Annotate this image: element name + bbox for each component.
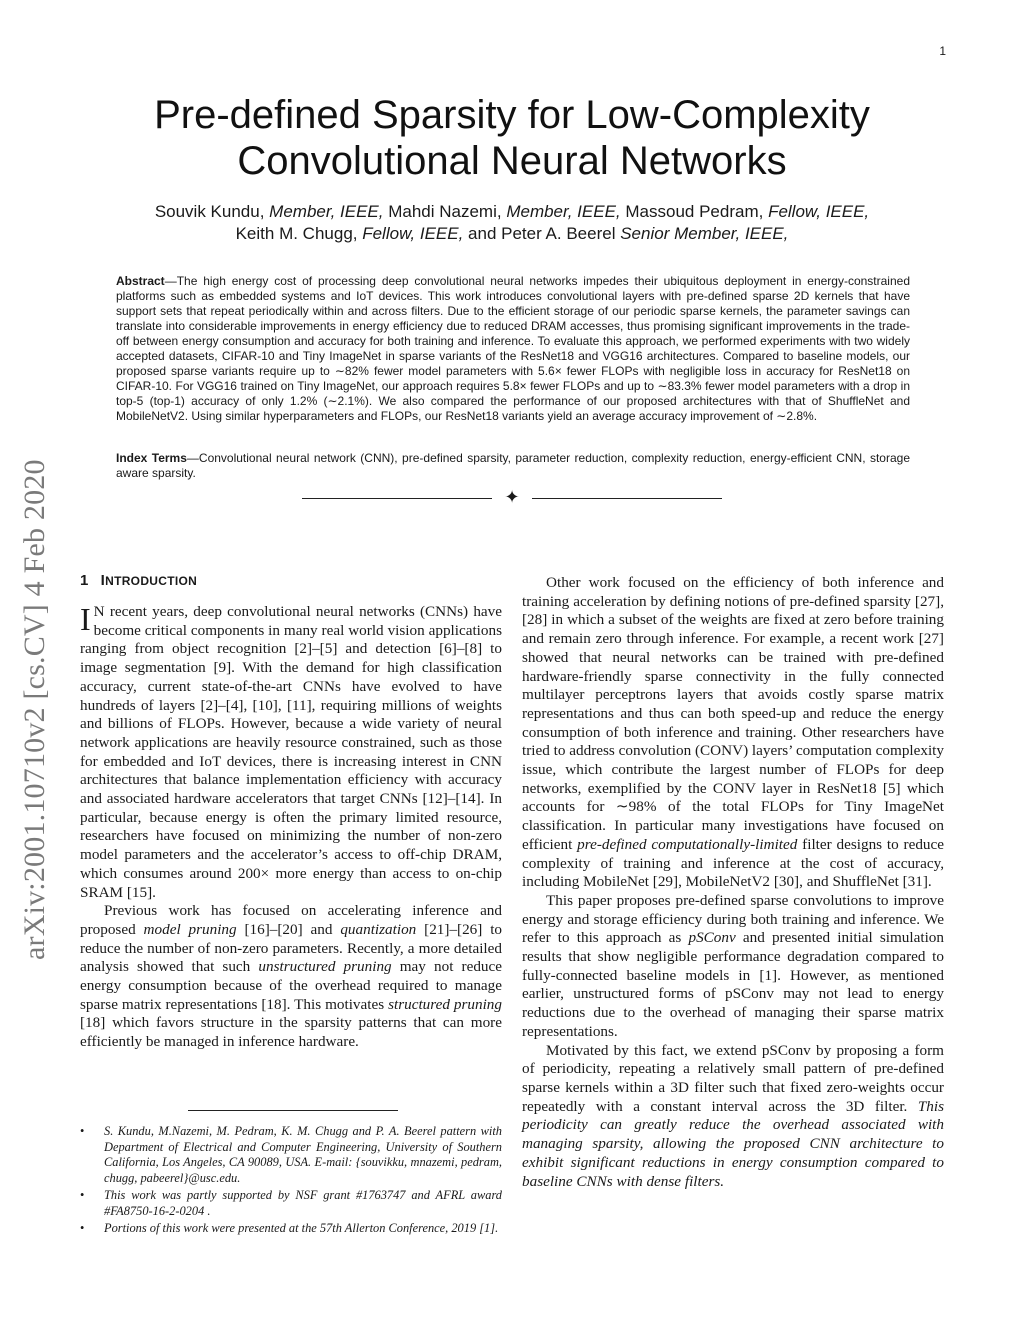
abstract-label: Abstract (116, 274, 165, 288)
footnote-text: Portions of this work were presented at the 57th Allerton Conference, 2019 [1]. (104, 1221, 499, 1235)
intro-paragraph-1 (80, 603, 502, 902)
text-run: may not reduce energy consumption because of the overhead required to manage sparse matrix representations [18]. This motivates (80, 958, 502, 1013)
bullet-icon: • (80, 1124, 85, 1138)
text-run: [16]–[20] and (236, 920, 341, 938)
page-number: 1 (939, 44, 946, 58)
index-terms (116, 451, 910, 481)
emphasis: quantization (340, 920, 417, 938)
text-run: Previous work has focused on accelerating inference and proposed (80, 902, 502, 938)
section-title-first: I (100, 572, 106, 589)
abstract (116, 274, 910, 424)
text-run: filter designs to reduce complexity of training and inference at the cost of accuracy, including MobileNet [29], MobileNetV2 [30], and ShuffleNet [31]. (522, 835, 944, 891)
footnote-item (80, 1221, 502, 1237)
footnote-item (80, 1124, 502, 1186)
divider-line-right (532, 498, 722, 499)
footnote-item (80, 1188, 502, 1219)
abstract-text: —The high energy cost of processing deep convolutional neural networks impedes their ubiquitous deployment in energy-constrained platforms such as embedded systems and IoT devices. This work introduces convolutional layers with pre-defined sparse 2D kernels that have support sets that repeat periodically within and across filters. Due to the efficient storage of our periodic sparse kernels, the parameter savings can translate into considerable improvements in energy efficiency due to reduced DRAM accesses, thus promising significant improvements in the trade-off between energy consumption and accuracy for both training and inference. To evaluate this approach, we performed experiments with two widely accepted datasets, CIFAR-10 and Tiny ImageNet in sparse variants of the ResNet18 and VGG16 architectures. Compared to baseline models, our proposed sparse variants require up to ∼82% fewer model parameters with 5.6× fewer FLOPs with negligible loss in accuracy for ResNet18 on CIFAR-10. For VGG16 trained on Tiny ImageNet, our approach requires 5.8× fewer FLOPs and up to ∼83.3% fewer model parameters with a drop in top-5 (top-1) accuracy of only 1.2% (∼2.1%). We also compared the performance of our proposed architectures with that of ShuffleNet and MobileNetV2. Using similar hyperparameters and FLOPs, our ResNet18 variants yield an average accuracy improvement of ∼2.8%. (116, 274, 910, 423)
paragraph-text: N recent years, deep convolutional neural networks (CNNs) have become critical components in many real world vision applications ranging from object recognition [2]–[5] and detection [6]–[8] to image segmentation [9]. With the demand for high classification accuracy, current state-of-the-art CNNs have evolved to have hundreds of layers [2]–[4], [10], [11], requiring millions of weights and billions of FLOPs. However, because a wide variety of neural network applications are heavily resource constrained, such as those for embedded and IoT devices, there is increasing interest in CNN architectures that balance implementation efficiency with accuracy and associated hardware accelerators that target CNNs [12]–[14]. In particular, because energy is often the primary limited resource, researchers have focused on minimizing the number of non-zero model parameters and the accelerator’s access to off-chip DRAM, which consumes around 200× more energy than access to on-chip SRAM [15]. (80, 603, 502, 901)
section-heading-introduction (80, 572, 502, 589)
footnote-text: This work was partly supported by NSF grant #1763747 and AFRL award #FA8750-16-2-0204 . (104, 1188, 502, 1218)
emphasis: This periodicity can greatly reduce the overhead associated with managing sparsity, allowing the proposed CNN architecture to exhibit significant reductions in energy consumption compared to baseline CNNs with dense filters. (522, 1097, 944, 1190)
footnote-rule (188, 1110, 398, 1111)
divider-line-left (302, 498, 492, 499)
text-run: Motivated by this fact, we extend pSConv by proposing a form of periodicity, repeating a relatively small pattern of pre-defined sparse kernels within a 3D filter such that fixed zero-weights occur repeatedly with a constant interval across the 3D filter. (522, 1041, 944, 1115)
author-name: Souvik Kundu, (154, 202, 270, 221)
bullet-icon: • (80, 1188, 85, 1202)
text-run: [21]–[26] to reduce the number of non-zero parameters. Recently, a more detailed analysis showed that such (80, 920, 503, 976)
author-name: and Peter A. Beerel (463, 224, 621, 243)
section-number: 1 (80, 572, 89, 589)
emphasis: structured pruning (388, 995, 502, 1013)
index-terms-text: —Convolutional neural network (CNN), pre-defined sparsity, parameter reduction, complexity reduction, energy-efficient CNN, storage aware sparsity. (116, 451, 910, 480)
author-name: Mahdi Nazemi, (383, 202, 507, 221)
index-terms-label: Index Terms (116, 451, 187, 465)
footnote-text: S. Kundu, M.Nazemi, M. Pedram, K. M. Chugg and P. A. Beerel pattern with Department of Electrical and Computer Engineering, University of Southern California, Los Angeles, CA 90089, USA. E-mail: {souvikku, mnazemi, pedram, chugg, pabeerel}@usc.edu. (104, 1124, 502, 1185)
author-line-1 (100, 201, 924, 223)
right-column (522, 574, 944, 1191)
left-column (80, 572, 502, 1052)
intro-paragraph-4 (522, 892, 944, 1042)
emphasis: pSConv (688, 929, 736, 947)
section-divider (0, 487, 1024, 511)
text-run: [18] which favors structure in the sparsity patterns that can more efficiently be managed in inference hardware. (80, 1014, 502, 1051)
author-role: Member, IEEE, (506, 202, 621, 221)
bullet-icon: • (80, 1221, 85, 1235)
author-list (100, 201, 924, 245)
intro-paragraph-2 (80, 902, 502, 1052)
author-name: Keith M. Chugg, (235, 224, 363, 243)
intro-paragraph-5 (522, 1042, 944, 1192)
title-line-2: Convolutional Neural Networks (237, 139, 787, 183)
author-role: Member, IEEE, (269, 202, 384, 221)
author-role: Senior Member, IEEE, (620, 224, 789, 243)
author-role: Fellow, IEEE, (768, 202, 870, 221)
text-run: Other work focused on the efficiency of both inference and training acceleration by defining notions of pre-defined sparsity [27], [28] in which a subset of the weights are fixed at zero before training and remain zero through inference. For example, a recent work [27] showed that neural networks can be trained with pre-defined hardware-friendly sparse connectivity in the fully connected multilayer perceptrons layers that avoids costly sparse matrix representations and thus can both speed-up and reduce the energy consumption of both inference and training. Other researchers have tried to address convolution (CONV) layers’ computation complexity issue, which contribute the largest number of FLOPs for deep networks, exemplified by the CONV layer in ResNet18 [5] which accounts for ∼98% of the total FLOPs for Tiny ImageNet classification. In particular many investigations have focused on efficient (522, 574, 944, 853)
section-title-rest: NTRODUCTION (105, 574, 198, 588)
emphasis: unstructured pruning (258, 958, 392, 976)
divider-diamond-icon: ✦ (504, 487, 520, 508)
title-line-1: Pre-defined Sparsity for Low-Complexity (154, 93, 870, 137)
arxiv-identifier-stamp: arXiv:2001.10710v2 [cs.CV] 4 Feb 2020 (18, 459, 51, 960)
paper-title (120, 92, 904, 184)
text-run: and presented initial simulation results that show negligible performance degradation compared to fully-connected baseline models in [1]. However, as mentioned earlier, unstructured forms of pSConv may not lead to energy reductions due to the overhead of managing their sparse matrix representations. (522, 929, 944, 1040)
author-role: Fellow, IEEE, (362, 224, 464, 243)
drop-cap: I (80, 601, 91, 637)
emphasis: pre-defined computationally-limited (577, 835, 798, 853)
footnotes (80, 1124, 502, 1239)
intro-paragraph-3 (522, 574, 944, 892)
text-run: This paper proposes pre-defined sparse convolutions to improve energy and storage efficiency during both training and inference. We refer to this approach as (522, 891, 944, 947)
emphasis: model pruning (143, 920, 237, 938)
author-line-2 (100, 223, 924, 245)
author-name: Massoud Pedram, (620, 202, 769, 221)
